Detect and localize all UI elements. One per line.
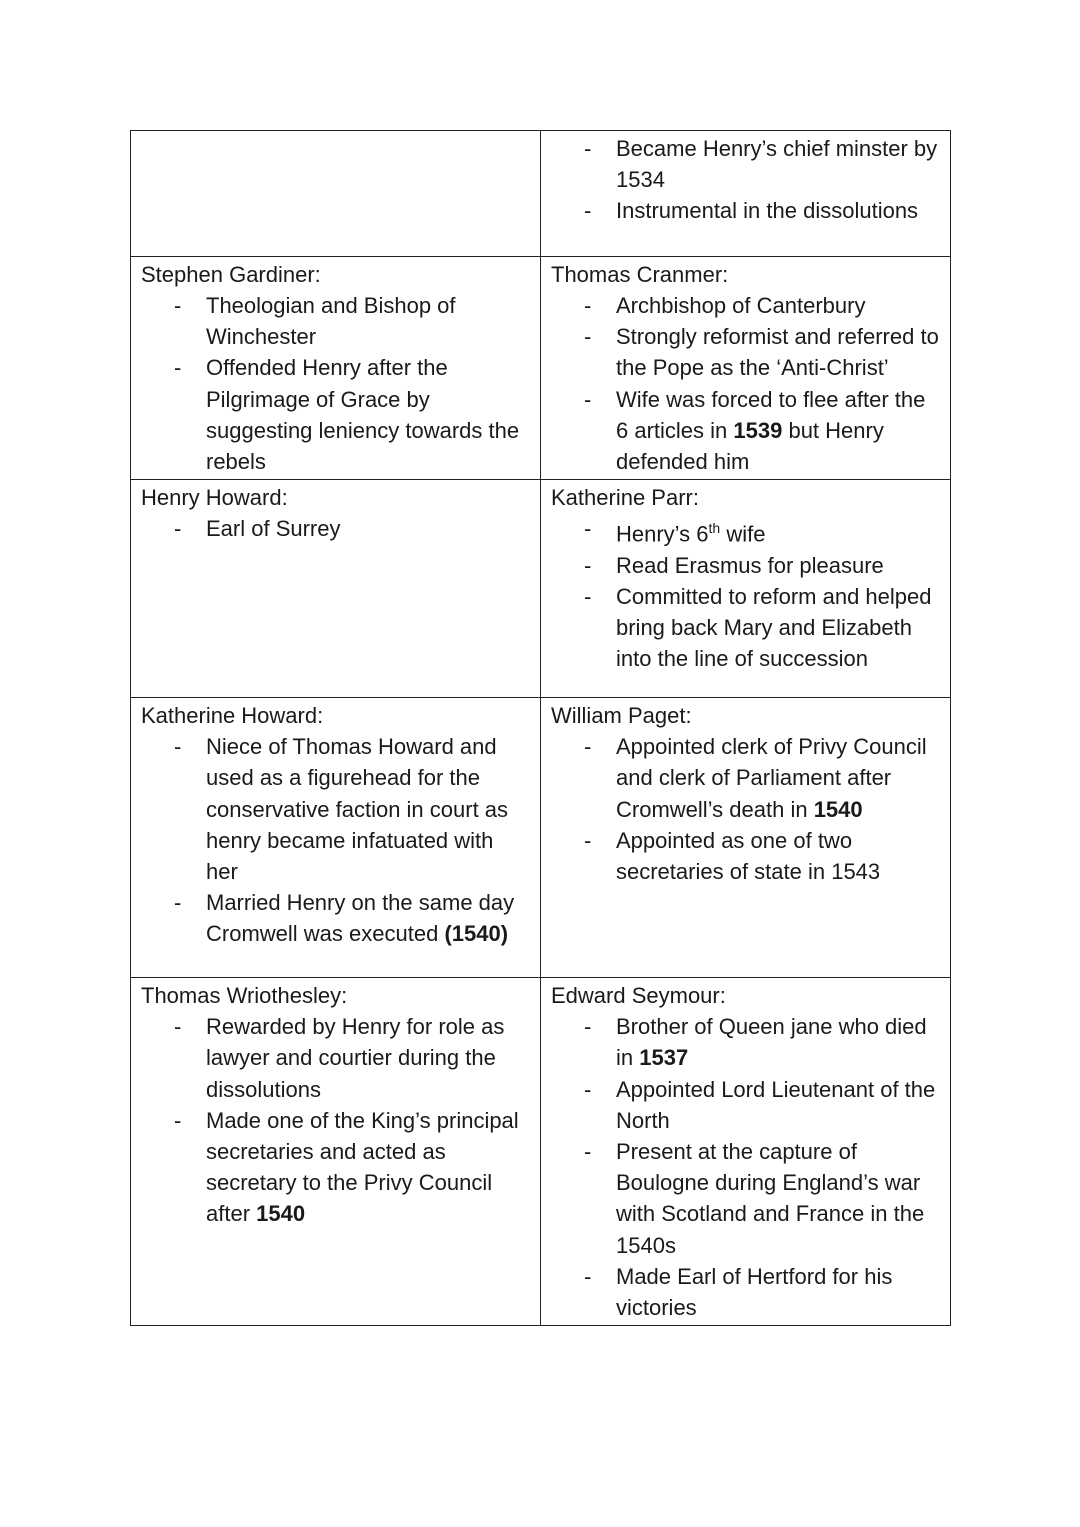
table-row [131, 978, 951, 1326]
table-cell-left [131, 257, 541, 480]
bullet-item [141, 1105, 540, 1230]
table-cell-right [541, 978, 951, 1326]
bullet-item [551, 195, 950, 226]
table-cell-left [131, 480, 541, 698]
person-heading: Katherine Howard: [141, 703, 324, 729]
bullet-text: Instrumental in the dissolutions [616, 198, 919, 224]
bullet-item [551, 1011, 950, 1073]
table-row [131, 131, 951, 257]
bullet-text: Appointed Lord Lieutenant of the North [616, 1076, 936, 1133]
bullet-item [551, 290, 950, 321]
ordinal-suffix: th [708, 520, 721, 537]
bullet-item [141, 1011, 540, 1105]
bullet-text: Rewarded by Henry for role as lawyer and courtier during the dissolutions [206, 1014, 505, 1102]
bullet-text: Appointed clerk of Privy Council and clerk of Parliament after Cromwell’s death in [616, 734, 927, 822]
table-row [131, 257, 951, 480]
bullet-text: Henry’s 6 [616, 521, 709, 547]
bullet-item [551, 384, 950, 478]
bullet-text: but Henry defended him [616, 417, 884, 475]
bullet-list [141, 1011, 540, 1229]
bullet-list [551, 513, 950, 674]
bullet-text: Wife was forced to flee after the 6 articles in [616, 386, 926, 443]
bullet-item [551, 1261, 950, 1323]
bullet-text: Committed to reform and helped bring back Mary and Elizabeth into the line of succession [616, 583, 932, 672]
bullet-item [141, 290, 540, 352]
table-cell-left [131, 978, 541, 1326]
bold-year: 1539 [733, 417, 783, 443]
bullet-item [551, 133, 950, 195]
table-cell-right [541, 480, 951, 698]
bullet-list [141, 290, 540, 477]
bullet-item [141, 352, 540, 477]
bullet-text: Niece of Thomas Howard and used as a figurehead for the conservative faction in court as henry became infatuated with her [206, 734, 509, 885]
person-heading: Henry Howard: [141, 485, 288, 511]
bullet-list [551, 290, 950, 477]
bullet-text: Theologian and Bishop of Winchester [206, 293, 456, 350]
bullet-item [551, 550, 950, 581]
bullet-list [141, 731, 540, 949]
table-cell-right [541, 257, 951, 480]
bullet-text: Read Erasmus for pleasure [616, 552, 884, 578]
bullet-item [141, 513, 540, 544]
bullet-item [551, 321, 950, 383]
bullet-item [551, 513, 950, 550]
bullet-text: Brother of Queen jane who died in [616, 1014, 927, 1071]
bullet-list [141, 513, 540, 544]
bullet-text: Present at the capture of Boulogne during England’s war with Scotland and France in the 1540s [616, 1139, 925, 1258]
bold-year: (1540) [444, 921, 509, 947]
bold-year: 1540 [813, 796, 863, 822]
bullet-list [551, 133, 950, 227]
bullet-text: Married Henry on the same day Cromwell was executed [206, 890, 515, 947]
bullet-text: Became Henry’s chief minster by 1534 [616, 136, 938, 193]
person-heading: Stephen Gardiner: [141, 262, 321, 287]
bullet-item [551, 1074, 950, 1136]
bullet-text: Earl of Surrey [206, 516, 341, 542]
bullet-item [551, 581, 950, 675]
bullet-item [141, 731, 540, 887]
person-heading: Thomas Cranmer: [551, 262, 729, 287]
person-heading: Katherine Parr: [551, 485, 699, 511]
person-heading: William Paget: [551, 703, 692, 729]
bold-year: 1540 [256, 1201, 306, 1227]
bullet-list [551, 731, 950, 887]
bold-year: 1537 [639, 1045, 689, 1071]
person-heading: Edward Seymour: [551, 983, 726, 1009]
bullet-text: Made Earl of Hertford for his victories [616, 1263, 893, 1321]
table-cell-right [541, 698, 951, 978]
bullet-item [141, 887, 540, 949]
table-cell-left [131, 698, 541, 978]
bullet-text: Offended Henry after the Pilgrimage of Grace by suggesting leniency towards the rebels [206, 355, 520, 475]
bullet-text: Strongly reformist and referred to the Pope as the ‘Anti-Christ’ [616, 324, 939, 381]
bullet-text: Made one of the King’s principal secretaries and acted as secretary to the Privy Council after [206, 1107, 519, 1227]
table-cell-right [541, 131, 951, 257]
table-row [131, 480, 951, 698]
bullet-item [551, 1136, 950, 1261]
notes-table [130, 130, 951, 1326]
bullet-item [551, 825, 950, 887]
bullet-text: Archbishop of Canterbury [616, 293, 866, 318]
bullet-text: wife [720, 521, 766, 547]
table-cell-left [131, 131, 541, 257]
person-heading: Thomas Wriothesley: [141, 983, 348, 1009]
bullet-list [551, 1011, 950, 1323]
bullet-text: Appointed as one of two secretaries of state in 1543 [616, 827, 881, 885]
table-row [131, 698, 951, 978]
bullet-item [551, 731, 950, 825]
